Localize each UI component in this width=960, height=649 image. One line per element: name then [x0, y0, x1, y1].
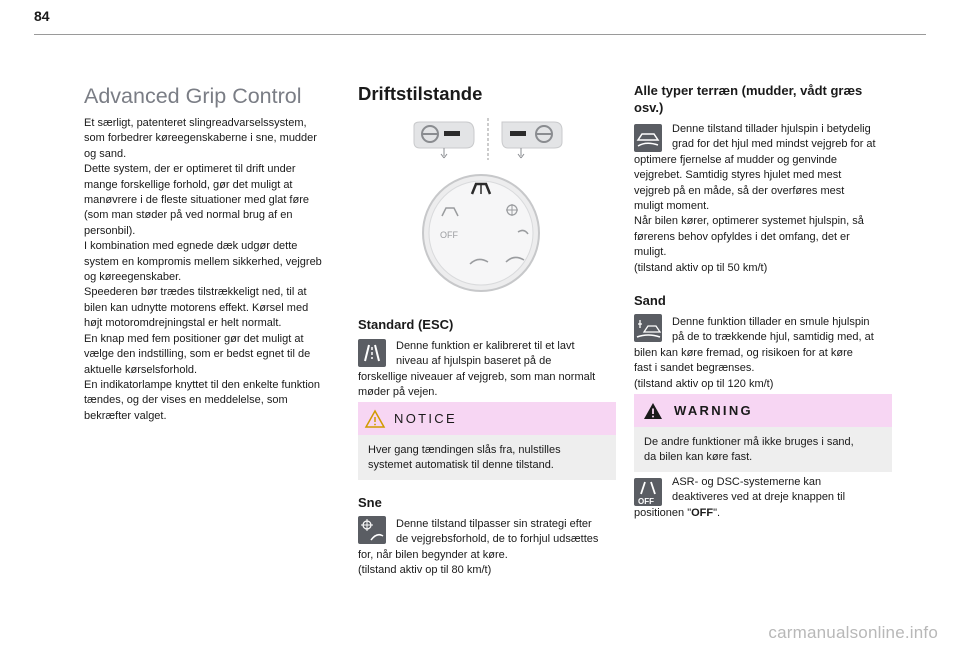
standard-text-first: Denne funktion er kalibreret til et lavt niveau af hjulspin baseret på de	[396, 340, 575, 368]
off-text-first: ASR- og DSC-systemerne kan deaktiveres ved at dreje knappen til	[672, 476, 846, 504]
dial-off-label: OFF	[440, 230, 458, 240]
terrain-heading: Alle typer terræn (mudder, vådt græs osv.)	[634, 83, 863, 115]
sand-text-first: Denne funktion tillader en smule hjulspin på de to trækkende hjul, samtidig med, at	[672, 316, 874, 344]
standard-text-rest: forskellige niveauer af vejgreb, som man normalt møder på vejen.	[358, 370, 596, 399]
snow-heading: Sne	[358, 495, 382, 510]
modes-title: Driftstilstande	[358, 83, 483, 104]
snow-mode-icon	[358, 516, 386, 544]
standard-mode-icon	[358, 339, 386, 367]
notice-warning-icon	[364, 409, 386, 429]
notice-box	[358, 402, 616, 480]
off-text-bold: OFF	[691, 506, 714, 519]
terrain-text-rest: optimere fjernelse af mudder og genvinde vejgrebet. Samtidig styres hjulet med mest vejgreb på en måde, så der overføres mest muligt moment. Når bilen kører, optimerer systemet hjulspin, så førerens behov opfyldes i det omfang, det er muligt. (tilstand aktiv op til 50 km/t)	[634, 153, 864, 274]
warning-title: WARNING	[674, 403, 753, 418]
snow-text-first: Denne tilstand tilpasser sin strategi efter de vejgrebsforhold, de to forhjul udsættes	[396, 518, 599, 546]
grip-control-dial	[420, 172, 542, 294]
warning-icon	[642, 401, 664, 421]
notice-text: Hver gang tændingen slås fra, nulstilles systemet automatisk til denne tilstand.	[368, 444, 561, 472]
terrain-section	[634, 82, 892, 276]
off-icon-label: OFF	[638, 497, 654, 506]
modes-column	[358, 82, 616, 642]
sand-heading: Sand	[634, 293, 666, 308]
sand-text-rest: bilen kan køre fremad, og risikoen for at køre fast i sandet begrænses. (tilstand aktiv op til 120 km/t)	[634, 346, 853, 390]
header-rule	[34, 34, 926, 35]
off-mode-icon	[634, 478, 662, 506]
sand-mode-icon	[634, 314, 662, 342]
terrain-text-first: Denne tilstand tillader hjulspin i betydelig grad for det hjul med mindst vejgreb for at	[672, 123, 876, 151]
sand-section	[634, 292, 892, 392]
notice-header	[358, 402, 616, 435]
standard-heading: Standard (ESC)	[358, 317, 454, 332]
off-text-suffix: ".	[713, 506, 721, 519]
watermark: carmanualsonline.info	[768, 623, 938, 642]
section-title: Advanced Grip Control	[84, 84, 302, 108]
warning-box	[634, 394, 892, 472]
off-text-prefix: positionen "	[634, 506, 692, 519]
notice-title: NOTICE	[394, 411, 457, 426]
page-number: 84	[34, 8, 50, 24]
intro-text: Et særligt, patenteret slingreadvarselssystem, som forbedrer køreegenskaberne i sne, mudder og sand. Dette system, der er optimeret til drift under mange forskellige forhold, gør det muligt at manøvrere i de fleste situationer med glat føre (som man støder på ved normal brug af en personbil). I kombination med egnede dæk udgør dette system en kompromis mellem sikkerhed, vejgreb og køreegenskaber. Speederen bør trædes tilstrækkeligt ned, til at bilen kan udnytte motorens effekt. Kørsel med højt motoromdrejningstal er helt normalt. En knap med fem positioner gør det muligt at vælge den indstilling, som er bedst egnet til de aktuelle kørselsforhold. En indikatorlampe knyttet til den enkelte funktion tændes, og der vises en meddelelse, som bekræfter valget.	[84, 117, 322, 422]
snow-text-rest: for, når bilen begynder at køre. (tilstand aktiv op til 80 km/t)	[358, 548, 508, 577]
off-text-rest	[634, 506, 892, 521]
right-column	[634, 82, 892, 642]
off-section	[634, 475, 892, 521]
warning-text: De andre funktioner må ikke bruges i sand, da bilen kan køre fast.	[644, 436, 854, 464]
terrain-mode-icon	[634, 124, 662, 152]
snow-section	[358, 494, 616, 579]
warning-header	[634, 394, 892, 427]
indicator-lamps-illustration	[408, 116, 568, 162]
intro-column	[84, 82, 344, 424]
standard-section	[358, 316, 616, 401]
